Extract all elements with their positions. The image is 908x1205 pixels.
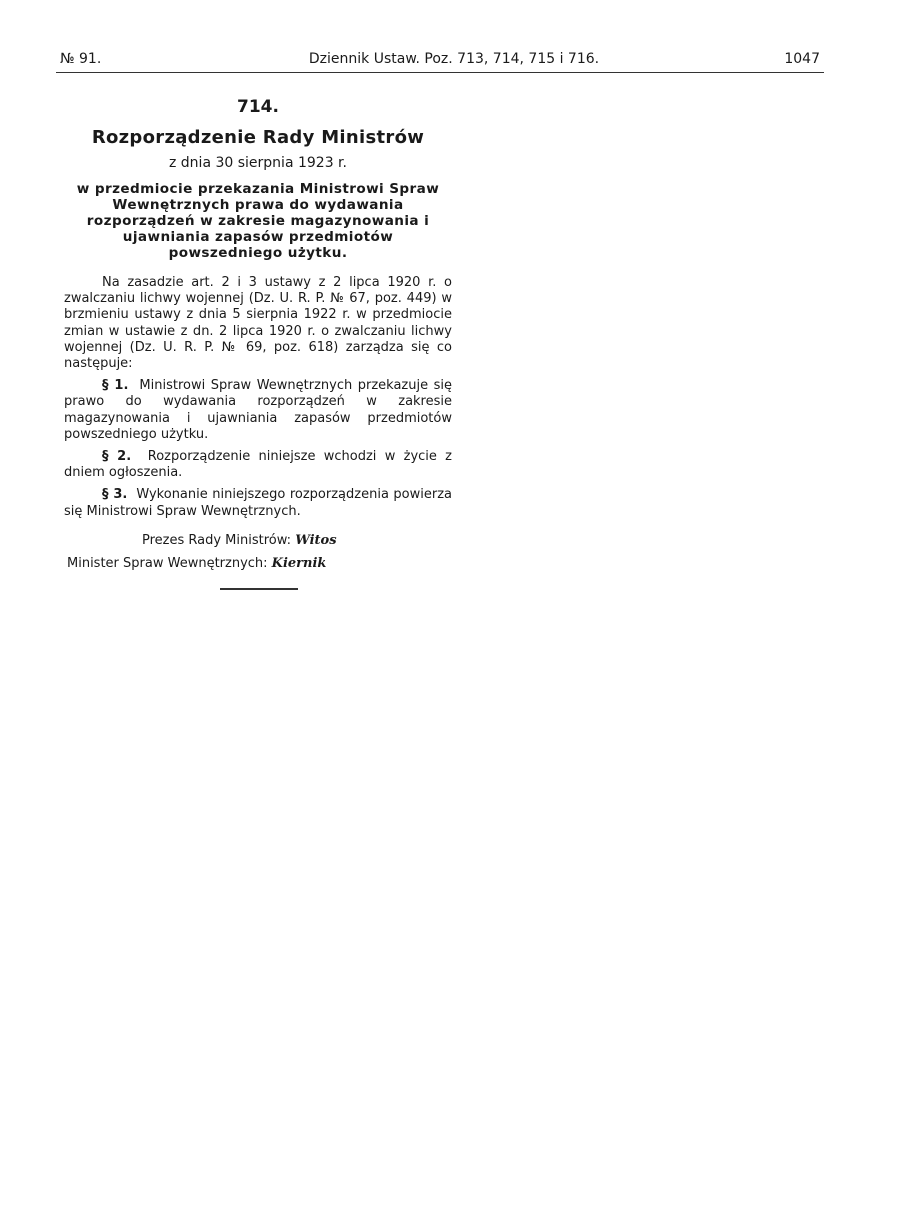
section-2 — [64, 449, 452, 481]
section-number: § 2. — [102, 449, 132, 465]
section-text: Wykonanie niniejszego rozporządzenia powierza się Ministrowi Spraw Wewnętrznych. — [64, 487, 452, 519]
signature-role: Prezes Rady Ministrów: — [142, 532, 292, 548]
section-text: Ministrowi Spraw Wewnętrznych przekazuje się prawo do wydawania rozporządzeń w zakresie magazynowania i ujawniania zapasów przedmiotów powszedniego użytku. — [64, 378, 452, 442]
signature-name: Kiernik — [271, 555, 327, 571]
signature-role: Minister Spraw Wewnętrznych: — [67, 555, 268, 571]
section-3 — [64, 487, 452, 519]
preamble: Na zasadzie art. 2 i 3 ustawy z 2 lipca 1920 r. o zwalczaniu lichwy wojennej (Dz. U. R. P. № 67, poz. 449) w brzmieniu ustawy z dnia 5 sierpnia 1922 r. w przedmiocie zmian w ustawie z dn. 2 lipca 1920 r. o zwalczaniu lichwy wojennej (Dz. U. R. P. № 69, poz. 618) zarządza się co następuje: — [64, 275, 452, 372]
issue-number: № 91. — [60, 51, 102, 67]
act-subject: w przedmiocie przekazania Ministrowi Spraw Wewnętrznych prawa do wydawania rozporządzeń w zakresie magazynowania i ujawniania zapasów przedmiotów powszedniego użytku. — [76, 181, 440, 261]
signature-name: Witos — [295, 532, 337, 548]
page-number: 1047 — [784, 51, 820, 67]
end-rule — [220, 588, 298, 590]
act-date: z dnia 30 sierpnia 1923 r. — [169, 155, 347, 171]
act-number: 714. — [237, 97, 279, 117]
signature-prime-minister — [64, 532, 452, 549]
act-column — [64, 96, 452, 572]
act-title: Rozporządzenie Rady Ministrów — [91, 127, 425, 148]
section-number: § 1. — [102, 378, 129, 394]
header-rule — [56, 72, 824, 73]
running-header: Dziennik Ustaw. Poz. 713, 714, 715 i 716. — [308, 51, 600, 67]
section-text: Rozporządzenie niniejsze wchodzi w życie z dniem ogłoszenia. — [64, 449, 453, 481]
section-1 — [64, 378, 452, 443]
section-number: § 3. — [102, 487, 128, 503]
signature-interior-minister — [64, 555, 452, 572]
